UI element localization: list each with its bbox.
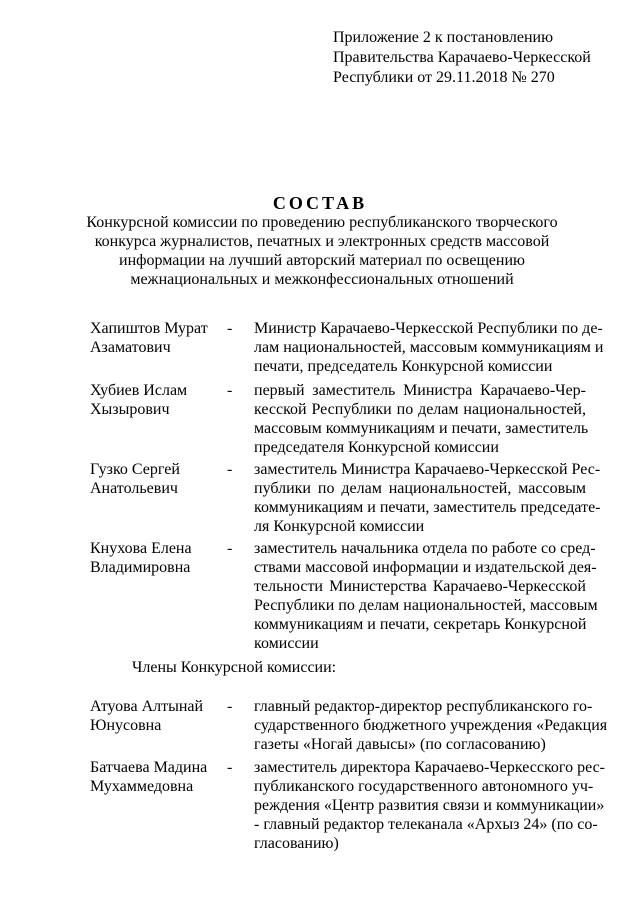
person-role: первый заместитель Министра Карачаево-Чер- кесской Республики по делам национальностей, массовым коммуникациям и печати, заместитель председателя Конкурсной комиссии [254,382,589,456]
subtitle-line: Конкурсной комиссии по проведению республиканского творческого [86,214,558,231]
person-role: заместитель начальника отдела по работе со сред- ствами массовой информации и издательской дея- тельности Министерства Карачаево-Черкесской Республики по делам национальностей, массовым коммуникациям и печати, секретарь Конкурсной комиссии [254,540,598,652]
person-name: Кнухова Елена Владимировна [90,540,192,576]
person-role: заместитель Министра Карачаево-Черкесской Рес- публики по делам национальностей, массовым коммуникациям и печати, заместитель председате- ля Конкурсной комиссии [254,461,601,535]
person-name: Атуова Алтынай Юнусовна [90,698,204,734]
subtitle-line: конкурса журналистов, печатных и электронных средств массовой [94,233,550,250]
person-role: Министр Карачаево-Черкесской Республики по де- лам национальностей, массовым коммуникациям и печати, председатель Конкурсной комиссии [254,320,604,375]
subtitle-line: межнациональных и межконфессиональных отношений [130,271,514,288]
person-name: Хапиштов Мурат Азаматович [90,320,208,356]
entry-dash: - [227,698,233,715]
document-subtitle [60,213,584,289]
subtitle-line: информации на лучший авторский материал по освещению [119,252,525,269]
appendix-line: Республики от 29.11.2018 № 270 [333,69,555,86]
appendix-header [333,28,591,88]
person-name: Гузко Сергей Анатольевич [90,461,180,497]
entry-dash: - [227,461,233,478]
appendix-line: Приложение 2 к постановлению [333,29,554,46]
entry-dash: - [227,320,233,337]
person-name: Батчаева Мадина Мухаммедовна [90,759,208,795]
person-role: главный редактор-директор республиканского го- сударственного бюджетного учреждения «Редакция газеты «Ногай давысы» (по согласованию) [254,698,608,753]
document-title: СОСТАВ [272,193,368,213]
entry-dash: - [227,540,233,557]
members-heading: Члены Конкурсной комиссии: [132,659,337,676]
person-role: заместитель директора Карачаево-Черкесского рес- публиканского государственного автономного уч- реждения «Центр развития связи и коммуникации» - главный редактор телеканала «Архыз 24» (по со- гласованию) [254,759,606,852]
entry-dash: - [227,382,233,399]
person-name: Хубиев Ислам Хызырович [90,382,188,418]
appendix-line: Правительства Карачаево-Черкесской [333,49,591,66]
entry-dash: - [227,759,233,776]
